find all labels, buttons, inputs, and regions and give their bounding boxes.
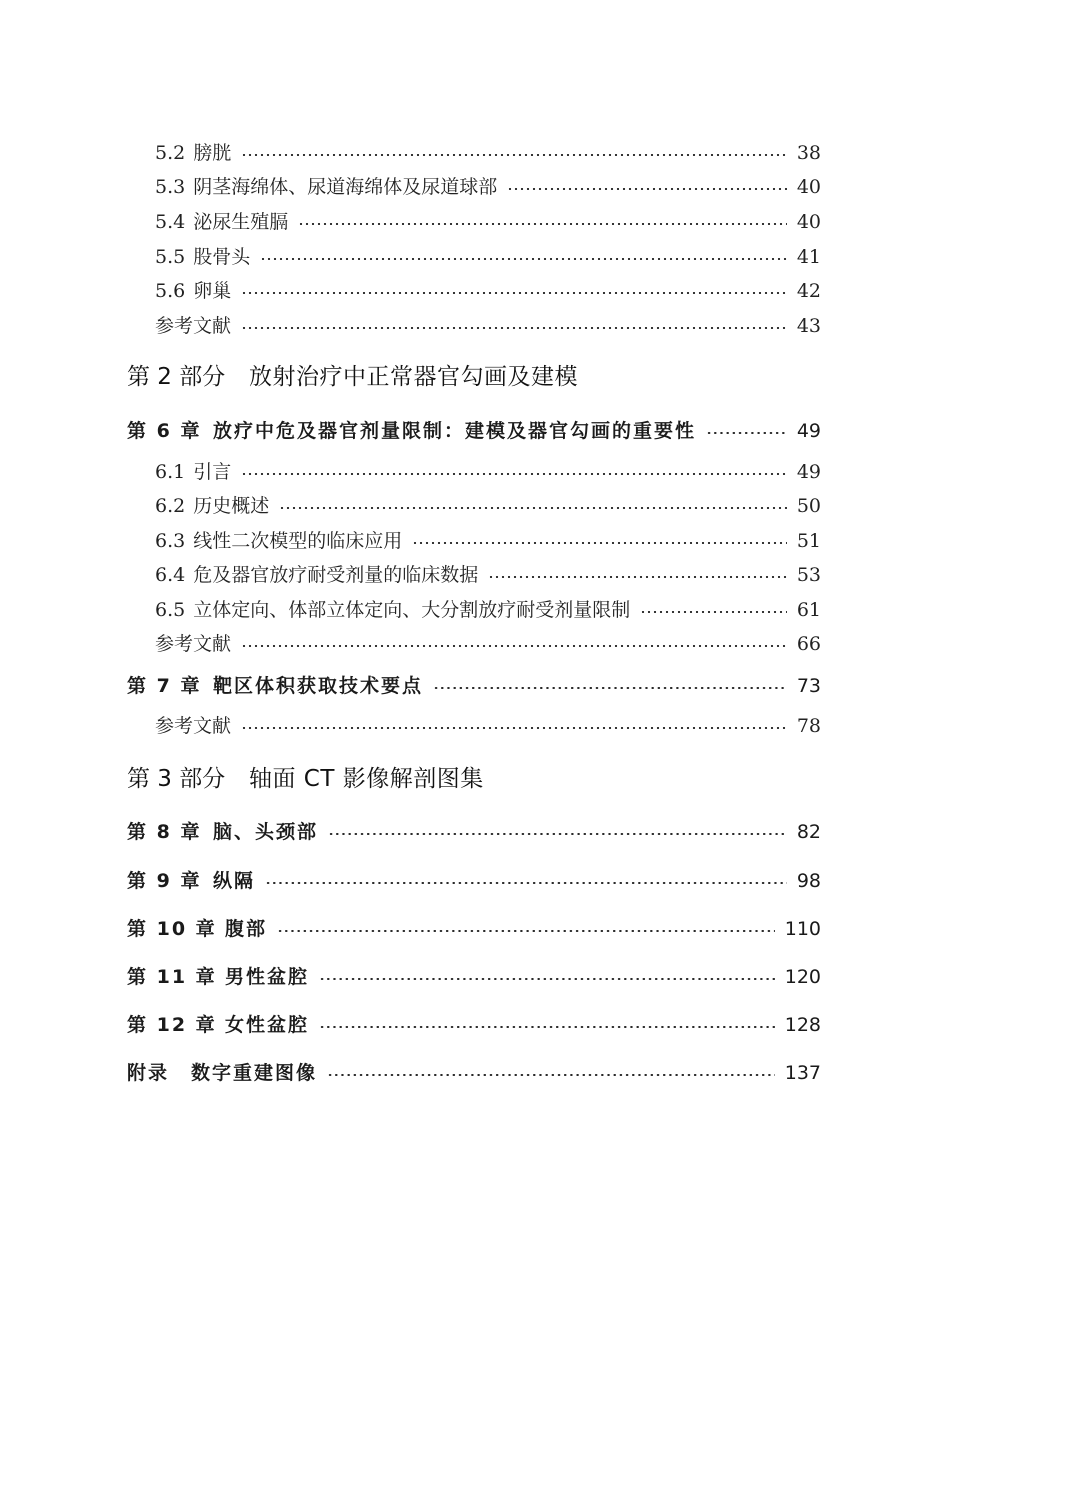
page-number: 49 xyxy=(796,420,821,442)
dot-leader xyxy=(327,1074,775,1076)
page-number: 51 xyxy=(796,530,821,552)
toc-appendix[interactable] xyxy=(127,1058,821,1085)
part-title: 轴面 CT 影像解剖图集 xyxy=(249,766,484,792)
page-number: 110 xyxy=(784,918,821,940)
dot-leader xyxy=(412,542,787,544)
dot-leader xyxy=(260,258,787,260)
toc-part-3-heading[interactable] xyxy=(127,760,821,793)
chapter-number: 第 7 章 xyxy=(127,675,202,697)
toc-chapter-10[interactable] xyxy=(127,914,821,941)
chapter-title: 纵隔 xyxy=(213,870,256,892)
chapter-title: 放疗中危及器官剂量限制：建模及器官勾画的重要性 xyxy=(213,420,697,442)
page-number: 49 xyxy=(796,461,821,483)
page-number: 43 xyxy=(796,315,821,337)
page-number: 40 xyxy=(796,176,821,198)
chapter-number: 第 11 章 xyxy=(127,966,217,988)
page-number: 50 xyxy=(796,495,821,517)
dot-leader xyxy=(319,1026,775,1028)
section-title: 膀胱 xyxy=(193,142,232,164)
chapter-number: 第 9 章 xyxy=(127,870,202,892)
page-number: 120 xyxy=(784,966,821,988)
dot-leader xyxy=(241,727,787,729)
chapter-title: 脑、头颈部 xyxy=(213,821,319,843)
chapter-number: 第 10 章 xyxy=(127,918,217,940)
dot-leader xyxy=(241,645,787,647)
page-number: 73 xyxy=(796,675,821,697)
chapter-title: 男性盆腔 xyxy=(225,966,310,988)
section-number: 6.1 xyxy=(155,461,186,483)
dot-leader xyxy=(640,611,787,613)
dot-leader xyxy=(507,188,787,190)
toc-entry-5-4[interactable] xyxy=(155,207,821,234)
toc-entry-5-5[interactable] xyxy=(155,242,821,269)
toc-chapter-6[interactable] xyxy=(127,416,821,443)
part-title: 放射治疗中正常器官勾画及建模 xyxy=(249,364,578,390)
section-title: 引言 xyxy=(193,461,232,483)
section-title: 危及器官放疗耐受剂量的临床数据 xyxy=(193,564,479,586)
section-number: 6.2 xyxy=(155,495,186,517)
toc-entry-5-6[interactable] xyxy=(155,276,821,303)
toc-chapter-11[interactable] xyxy=(127,962,821,989)
references-title: 参考文献 xyxy=(155,633,232,655)
section-number: 5.4 xyxy=(155,211,186,233)
toc-chapter-7[interactable] xyxy=(127,671,821,698)
section-title: 历史概述 xyxy=(193,495,270,517)
toc-chapter-9[interactable] xyxy=(127,866,821,893)
toc-entry-6-3[interactable] xyxy=(155,526,821,553)
section-number: 5.5 xyxy=(155,246,186,268)
toc-entry-5-3[interactable] xyxy=(155,172,821,199)
section-number: 5.2 xyxy=(155,142,186,164)
chapter-number: 第 6 章 xyxy=(127,420,202,442)
dot-leader xyxy=(298,223,787,225)
toc-entry-5-2[interactable] xyxy=(155,138,821,165)
section-number: 5.3 xyxy=(155,176,186,198)
page-number: 82 xyxy=(796,821,821,843)
appendix-title: 数字重建图像 xyxy=(191,1062,318,1084)
toc-entry-references-ch6[interactable] xyxy=(155,629,821,656)
section-number: 6.5 xyxy=(155,599,186,621)
page-number: 41 xyxy=(796,246,821,268)
dot-leader xyxy=(319,978,775,980)
dot-leader xyxy=(279,507,787,509)
toc-chapter-8[interactable] xyxy=(127,817,821,844)
toc-part-2-heading[interactable] xyxy=(127,358,821,391)
chapter-number: 第 12 章 xyxy=(127,1014,217,1036)
toc-entry-references-ch7[interactable] xyxy=(155,711,821,738)
dot-leader xyxy=(706,432,787,434)
page-number: 53 xyxy=(796,564,821,586)
toc-entry-6-2[interactable] xyxy=(155,491,821,518)
section-number: 6.4 xyxy=(155,564,186,586)
page-number: 40 xyxy=(796,211,821,233)
appendix-label: 附录 xyxy=(127,1062,170,1084)
part-number: 第 3 部分 xyxy=(127,766,226,792)
dot-leader xyxy=(241,154,787,156)
dot-leader xyxy=(241,292,787,294)
page-number: 98 xyxy=(796,870,821,892)
section-number: 5.6 xyxy=(155,280,186,302)
toc-entry-6-5[interactable] xyxy=(155,595,821,622)
page-number: 128 xyxy=(784,1014,821,1036)
dot-leader xyxy=(265,882,787,884)
chapter-title: 靶区体积获取技术要点 xyxy=(213,675,424,697)
page-number: 38 xyxy=(796,142,821,164)
toc-entry-6-1[interactable] xyxy=(155,457,821,484)
references-title: 参考文献 xyxy=(155,715,232,737)
toc-entry-6-4[interactable] xyxy=(155,560,821,587)
section-title: 线性二次模型的临床应用 xyxy=(193,530,403,552)
toc-entry-references-ch5[interactable] xyxy=(155,311,821,338)
toc-chapter-12[interactable] xyxy=(127,1010,821,1037)
section-title: 泌尿生殖膈 xyxy=(193,211,289,233)
dot-leader xyxy=(277,930,775,932)
page-number: 61 xyxy=(796,599,821,621)
chapter-title: 女性盆腔 xyxy=(225,1014,310,1036)
dot-leader xyxy=(328,833,787,835)
page-number: 78 xyxy=(796,715,821,737)
part-number: 第 2 部分 xyxy=(127,364,226,390)
chapter-number: 第 8 章 xyxy=(127,821,202,843)
section-title: 股骨头 xyxy=(193,246,251,268)
page-number: 42 xyxy=(796,280,821,302)
dot-leader xyxy=(241,327,787,329)
section-title: 卵巢 xyxy=(193,280,232,302)
chapter-title: 腹部 xyxy=(225,918,268,940)
section-title: 阴茎海绵体、尿道海绵体及尿道球部 xyxy=(193,176,498,198)
dot-leader xyxy=(241,473,787,475)
section-number: 6.3 xyxy=(155,530,186,552)
section-title: 立体定向、体部立体定向、大分割放疗耐受剂量限制 xyxy=(193,599,631,621)
dot-leader xyxy=(488,576,787,578)
page-number: 137 xyxy=(784,1062,821,1084)
page-number: 66 xyxy=(796,633,821,655)
dot-leader xyxy=(433,687,787,689)
references-title: 参考文献 xyxy=(155,315,232,337)
